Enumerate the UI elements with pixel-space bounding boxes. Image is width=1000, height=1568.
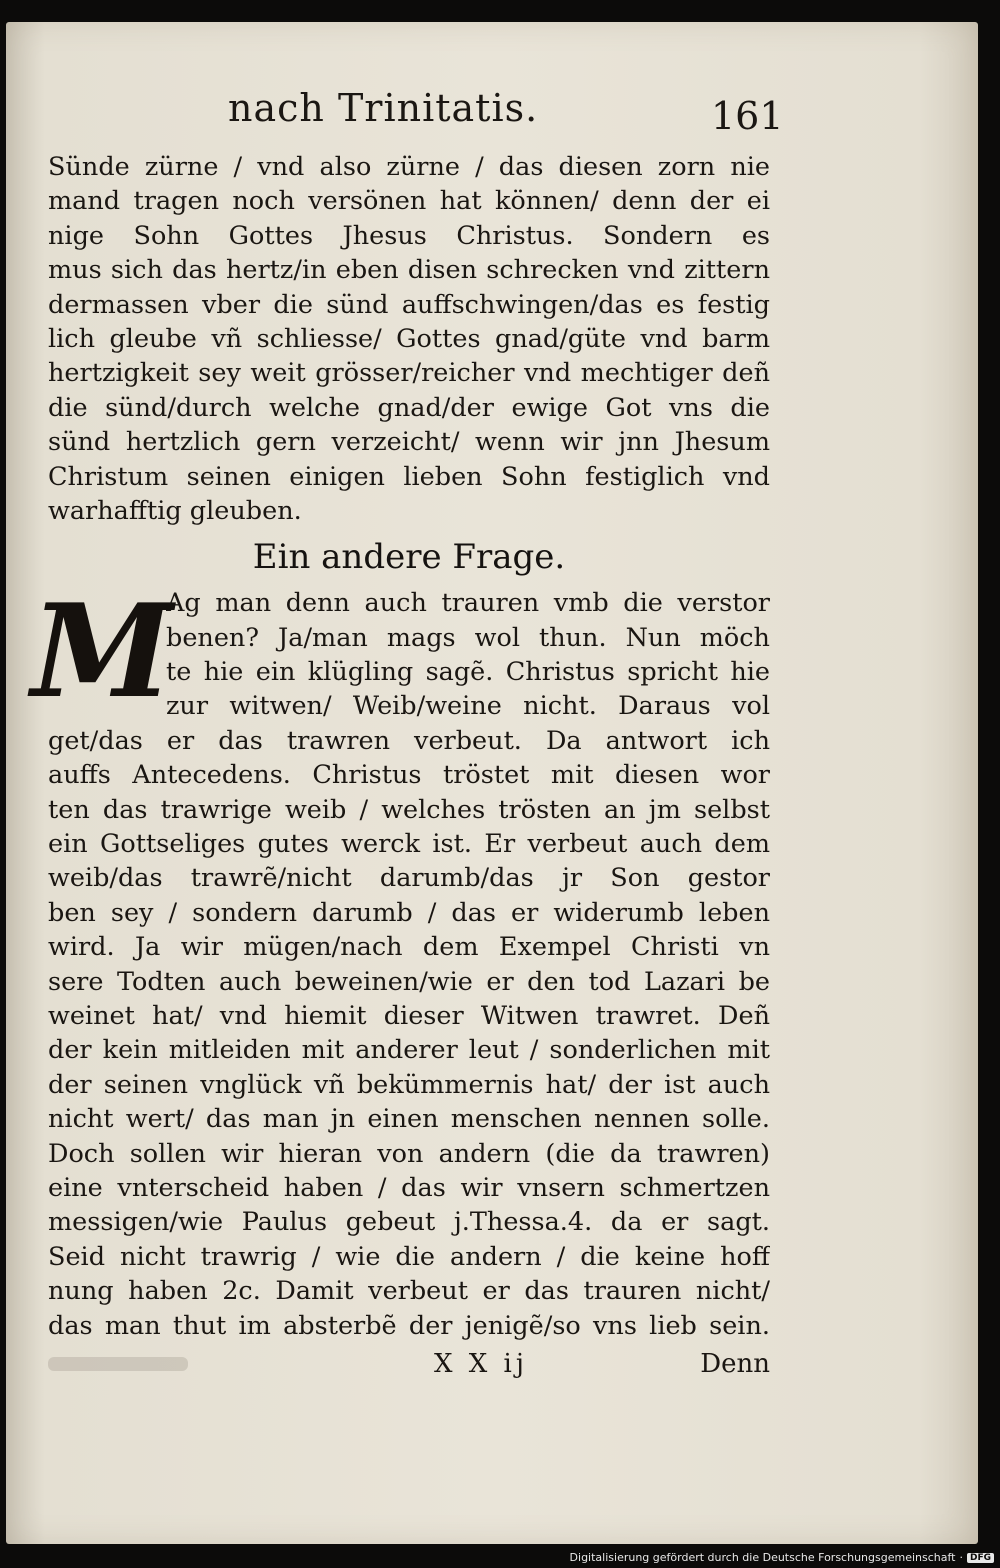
page-foot xyxy=(48,1349,770,1389)
text-line: sere Todten auch beweinen/wie er den tod Lazari be xyxy=(48,966,770,997)
ink-smudge xyxy=(48,1357,188,1371)
running-head: nach Trinitatis. xyxy=(228,86,539,130)
text-line: ten das trawrige weib / welches trösten an jm selbst xyxy=(48,794,770,825)
decorated-initial: M xyxy=(31,577,173,728)
text-line: messigen/wie Paulus gebeut j.Thessa.4. da er sagt. xyxy=(48,1207,770,1238)
text-line: warhafftig gleuben. xyxy=(48,495,302,526)
text-line: nung haben 2c. Damit verbeut er das trauren nicht/ xyxy=(48,1276,770,1307)
text-line: mand tragen noch versönen hat können/ denn der ei xyxy=(48,186,770,217)
text-line: der seinen vnglück vñ bekümmernis hat/ der ist auch xyxy=(48,1069,770,1100)
text-block xyxy=(31,150,770,1389)
indented-lines xyxy=(166,586,770,724)
text-line: weinet hat/ vnd hiemit dieser Witwen trawret. Deñ xyxy=(48,1000,770,1031)
text-line: die sünd/durch welche gnad/der ewige Got vns die xyxy=(48,392,770,423)
text-line: Seid nicht trawrig / wie die andern / die keine hoff xyxy=(48,1241,770,1272)
section-heading: Ein andere Frage. xyxy=(252,537,566,578)
text-line: zur witwen/ Weib/weine nicht. Daraus vol xyxy=(166,691,770,722)
text-line: weib/das trawrẽ/nicht darumb/das jr Son gestor xyxy=(48,863,770,894)
text-line: wird. Ja wir mügen/nach dem Exempel Christi vn xyxy=(48,932,770,963)
text-line: te hie ein klügling sagẽ. Christus spricht hie xyxy=(166,657,770,688)
catchword: Denn xyxy=(700,1348,770,1379)
book-page xyxy=(6,22,978,1544)
text-line: lich gleube vñ schliesse/ Gottes gnad/güte vnd barm xyxy=(48,323,770,354)
text-line: hertzigkeit sey weit grösser/reicher vnd mechtiger deñ xyxy=(48,358,770,389)
text-line: auffs Antecedens. Christus tröstet mit diesen wor xyxy=(48,760,770,791)
text-line: Christum seinen einigen lieben Sohn festiglich vnd xyxy=(48,461,770,492)
text-line: eine vnterscheid haben / das wir vnsern schmertzen xyxy=(48,1172,770,1203)
paragraph-1 xyxy=(48,150,770,528)
separator: · xyxy=(959,1551,963,1564)
text-line: dermassen vber die sünd auffschwingen/das es festig xyxy=(48,289,770,320)
text-line: Ag man denn auch trauren vmb die verstor xyxy=(166,588,770,619)
text-line: nicht wert/ das man jn einen menschen nennen solle. xyxy=(48,1104,770,1135)
text-line: mus sich das hertz/in eben disen schrecken vnd zittern xyxy=(48,255,770,286)
text-line: nige Sohn Gottes Jhesus Christus. Sondern es xyxy=(48,220,770,251)
dfg-logo-icon: DFG xyxy=(967,1553,994,1563)
text-line: ein Gottseliges gutes werck ist. Er verbeut auch dem xyxy=(48,829,770,860)
credit-text: Digitalisierung gefördert durch die Deutsche Forschungsgemeinschaft xyxy=(569,1551,956,1564)
digitization-credit xyxy=(570,1551,994,1564)
page-number: 161 xyxy=(711,94,784,138)
text-line: Sünde zürne / vnd also zürne / das diesen zorn nie xyxy=(48,152,770,182)
text-line: Doch sollen wir hieran von andern (die da trawren) xyxy=(48,1138,770,1169)
text-line: ben sey / sondern darumb / das er widerumb leben xyxy=(48,897,770,928)
text-line: benen? Ja/man mags wol thun. Nun möch xyxy=(166,622,770,653)
signature-mark: X X ij xyxy=(434,1348,528,1379)
text-line: sünd hertzlich gern verzeicht/ wenn wir jnn Jhesum xyxy=(48,427,770,458)
paragraph-2 xyxy=(31,577,770,1343)
text-line: get/das er das trawren verbeut. Da antwort ich xyxy=(48,725,770,756)
text-line: der kein mitleiden mit anderer leut / sonderlichen mit xyxy=(48,1035,770,1066)
text-line: das man thut im absterbẽ der jenigẽ/so vns lieb sein. xyxy=(48,1310,770,1341)
